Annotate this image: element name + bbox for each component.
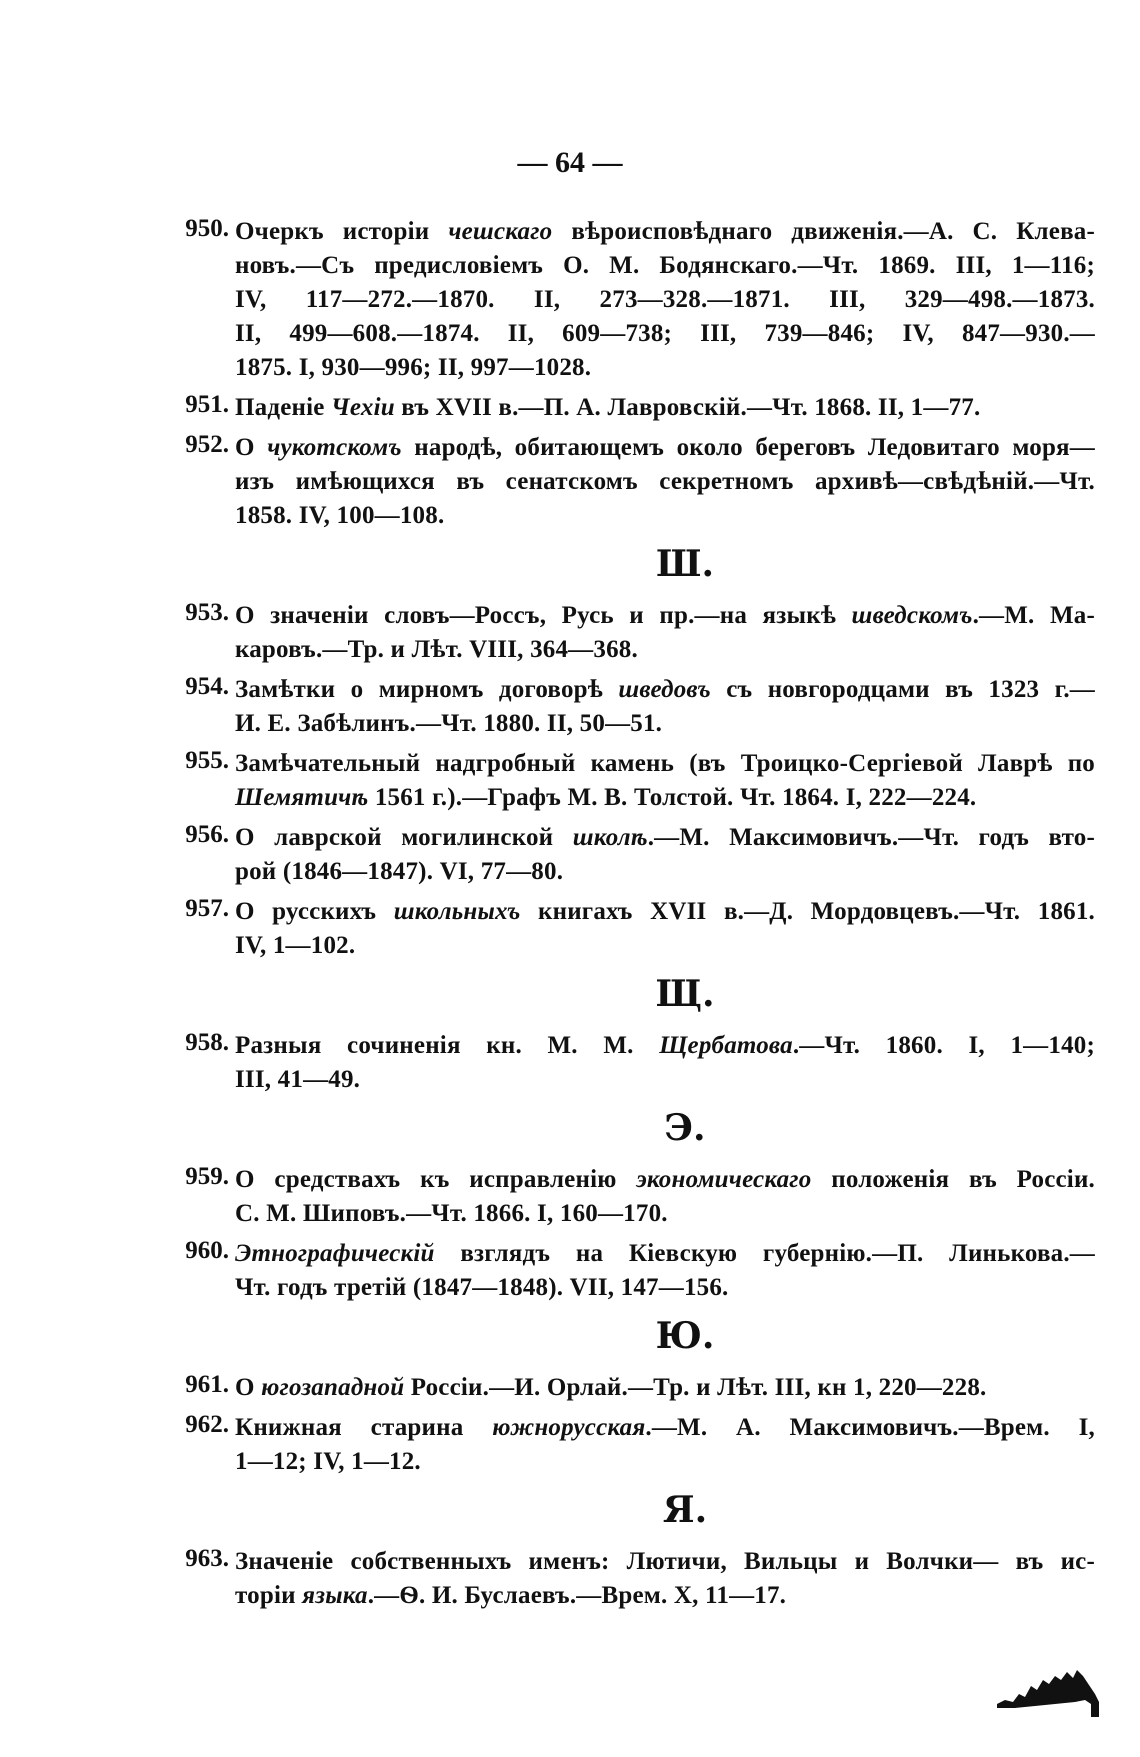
entry-line: рой (1846—1847). VI, 77—80. [235, 858, 564, 885]
bibliography-entry [185, 895, 1095, 963]
letter-heading: Щ. [655, 973, 715, 1015]
entry-line: Шемятичѣ 1561 г.).—Графъ М. В. Толстой. Чт. 1864. I, 222—224. [235, 784, 977, 811]
entry-line: С. М. Шиповъ.—Чт. 1866. I, 160—170. [235, 1200, 668, 1227]
bibliography-entry [185, 821, 1096, 889]
entry-line: О югозападной Россіи.—И. Орлай.—Тр. и Лѣт. III, кн 1, 220—228. [235, 1374, 987, 1401]
entry-line: III, 41—49. [235, 1066, 361, 1093]
entry-line: Значеніе собственныхъ именъ: Лютичи, Вильцы и Волчки— въ ис- [235, 1548, 1095, 1575]
bibliography-entry [185, 215, 1096, 385]
italic-term: Чехіи [331, 394, 395, 421]
bibliography-entry [185, 431, 1095, 533]
entry-line: Замѣтки о мирномъ договорѣ шведовъ съ новгородцами въ 1323 г.— [235, 676, 1095, 703]
italic-term: языка [302, 1582, 368, 1609]
entry-line: О средствахъ къ исправленію экономическаго положенія въ Россіи. [235, 1166, 1096, 1193]
entry-number: 955. [185, 747, 229, 774]
italic-term: школѣ [572, 824, 648, 851]
italic-term: Этнографическій [235, 1240, 435, 1267]
italic-term: южнорусская [492, 1414, 646, 1441]
entry-line: Очеркъ исторіи чешскаго вѣроисповѣднаго движенія.—А. С. Клева- [235, 218, 1096, 245]
italic-term: Щербатова [659, 1032, 793, 1059]
entry-line: II, 499—608.—1874. II, 609—738; III, 739—846; IV, 847—930.— [235, 320, 1095, 347]
entry-number: 959. [185, 1163, 229, 1190]
entry-number: 952. [185, 431, 229, 458]
bibliography-list [185, 215, 1096, 1619]
bibliography-entry [185, 1371, 1095, 1405]
entry-number: 960. [185, 1237, 229, 1264]
entry-line: изъ имѣющихся въ сенатскомъ секретномъ архивѣ—свѣдѣній.—Чт. [235, 468, 1095, 495]
entry-number: 963. [185, 1545, 229, 1572]
entry-number: 957. [185, 895, 229, 922]
entry-number: 953. [185, 599, 229, 626]
bibliography-entry [185, 1029, 1095, 1097]
italic-term: Шемятичѣ [235, 784, 369, 811]
entry-number: 950. [185, 215, 229, 242]
italic-term: школьныхъ [393, 898, 521, 925]
entry-line: 1875. I, 930—996; II, 997—1028. [235, 354, 592, 381]
bibliography-entry [185, 1411, 1095, 1479]
italic-term: экономическаго [636, 1166, 812, 1193]
italic-term: шведскомъ [851, 602, 973, 629]
entry-line: Замѣчательный надгробный камень (въ Троицко-Сергіевой Лаврѣ по [235, 750, 1095, 777]
entry-line: Книжная старина южнорусская.—М. А. Максимовичъ.—Врем. I, [235, 1414, 1095, 1441]
entry-line: О значеніи словъ—Россъ, Русь и пр.—на языкѣ шведскомъ.—М. Ма- [235, 602, 1095, 629]
bibliography-entry [185, 1237, 1095, 1305]
entry-line: каровъ.—Тр. и Лѣт. VIII, 364—368. [235, 636, 638, 663]
italic-term: югозападной [261, 1374, 405, 1401]
entry-line: торіи языка.—Ѳ. И. Буслаевъ.—Врем. X, 11—17. [235, 1582, 787, 1609]
printer-ornament-icon [995, 1642, 1105, 1717]
entry-line: IV, 117—272.—1870. II, 273—328.—1871. III, 329—498.—1873. [235, 286, 1095, 313]
entry-line: новъ.—Съ предисловіемъ О. М. Бодянскаго.—Чт. 1869. III, 1—116; [235, 252, 1095, 279]
letter-heading: Ю. [655, 1315, 715, 1357]
italic-term: шведовъ [618, 676, 711, 703]
entry-line: О чукотскомъ народѣ, обитающемъ около береговъ Ледовитаго моря— [235, 434, 1095, 461]
entry-line: Паденіе Чехіи въ XVII в.—П. А. Лавровскій.—Чт. 1868. II, 1—77. [235, 394, 981, 421]
entry-line: IV, 1—102. [235, 932, 356, 959]
entry-line: 1858. IV, 100—108. [235, 502, 445, 529]
entry-number: 962. [185, 1411, 229, 1438]
letter-heading: Э. [664, 1107, 706, 1149]
entry-line: И. Е. Забѣлинъ.—Чт. 1880. II, 50—51. [235, 710, 663, 737]
bibliography-entry [185, 391, 1095, 425]
entry-line: О лаврской могилинской школѣ.—М. Максимовичъ.—Чт. годъ вто- [235, 824, 1096, 851]
bibliography-entry [185, 747, 1095, 815]
bibliography-entry [185, 599, 1095, 667]
entry-line: 1—12; IV, 1—12. [235, 1448, 421, 1475]
entry-number: 961. [185, 1371, 229, 1398]
bibliography-entry [185, 673, 1095, 741]
entry-line: О русскихъ школьныхъ книгахъ XVII в.—Д. Мордовцевъ.—Чт. 1861. [235, 898, 1095, 925]
page-number: — 64 — [517, 146, 623, 179]
entry-number: 958. [185, 1029, 229, 1056]
entry-number: 951. [185, 391, 229, 418]
entry-number: 954. [185, 673, 229, 700]
letter-heading: Я. [662, 1489, 708, 1531]
bibliography-entry [185, 1163, 1096, 1231]
italic-term: чукотскомъ [267, 434, 402, 461]
entry-number: 956. [185, 821, 229, 848]
letter-heading: Ш. [655, 543, 715, 585]
italic-term: чешскаго [448, 218, 553, 245]
entry-line: Чт. годъ третій (1847—1848). VII, 147—156. [235, 1274, 729, 1301]
bibliography-entry [185, 1545, 1095, 1613]
entry-line: Разныя сочиненія кн. М. М. Щербатова.—Чт. 1860. I, 1—140; [235, 1032, 1095, 1059]
entry-line: Этнографическій взглядъ на Кіевскую губернію.—П. Линькова.— [235, 1240, 1095, 1267]
